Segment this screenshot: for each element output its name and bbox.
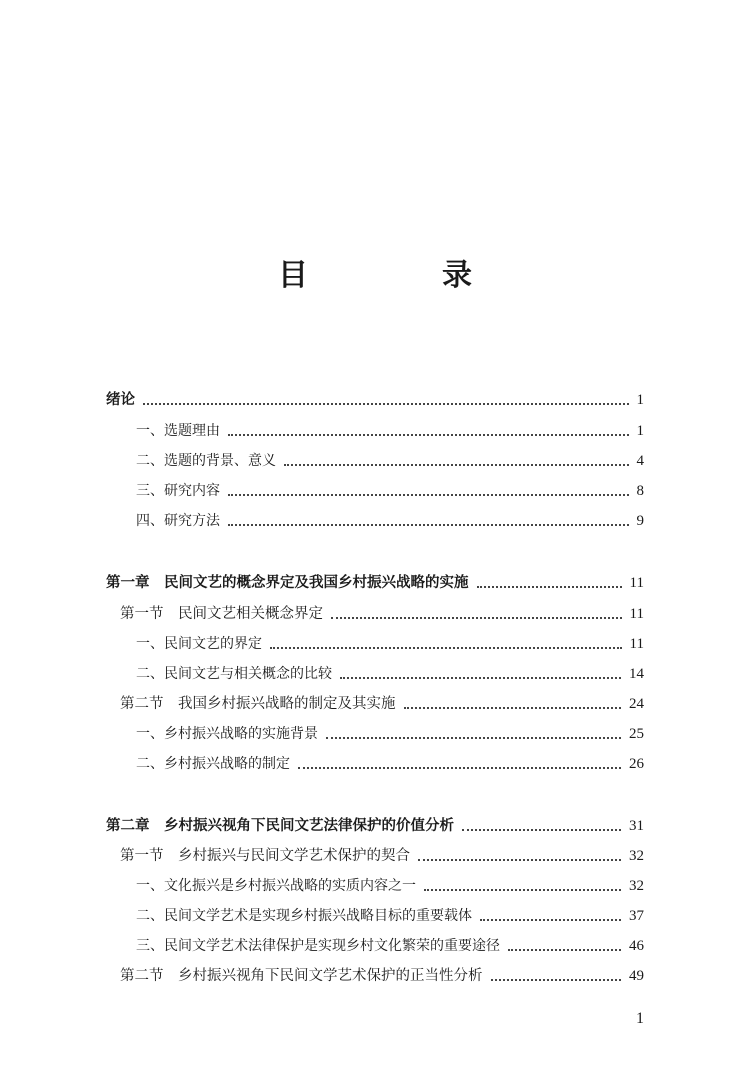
toc-entry-label: 绪论	[106, 392, 135, 408]
leader-dots	[284, 464, 629, 466]
toc-entry-page: 49	[629, 968, 644, 984]
leader-dots	[491, 979, 622, 981]
leader-dots	[480, 919, 621, 921]
toc-entry-page: 26	[629, 756, 644, 772]
toc-entry-page: 24	[629, 696, 644, 712]
toc-entry[interactable]	[136, 933, 644, 957]
toc-entry-label: 第一节 乡村振兴与民间文学艺术保护的契合	[120, 848, 410, 864]
leader-dots	[424, 889, 621, 891]
leader-dots	[270, 647, 622, 649]
page-title: 目 录	[278, 258, 524, 293]
toc-entry-page: 32	[629, 848, 644, 864]
toc-entry[interactable]	[136, 873, 644, 897]
leader-dots	[228, 494, 629, 496]
toc-entry-page: 4	[636, 453, 644, 469]
toc-entry-page: 11	[629, 575, 644, 591]
toc-entry-page: 14	[629, 666, 644, 682]
leader-dots	[228, 434, 629, 436]
toc-entry-label: 四、研究方法	[136, 513, 220, 529]
toc-entry[interactable]	[120, 843, 644, 867]
page-number: 1	[636, 1010, 644, 1027]
toc-entry-label: 第一节 民间文艺相关概念界定	[120, 606, 323, 622]
toc-entry-label: 三、研究内容	[136, 483, 220, 499]
leader-dots	[326, 737, 621, 739]
toc-entry-label: 第二节 乡村振兴视角下民间文学艺术保护的正当性分析	[120, 968, 483, 984]
toc-entry[interactable]	[136, 631, 644, 655]
toc-entry-label: 第二章 乡村振兴视角下民间文艺法律保护的价值分析	[106, 818, 454, 834]
leader-dots	[418, 859, 621, 861]
toc-entry-page: 25	[629, 726, 644, 742]
leader-dots	[143, 403, 629, 405]
toc-entry-label: 三、民间文学艺术法律保护是实现乡村文化繁荣的重要途径	[136, 938, 500, 954]
toc-entry-page: 1	[636, 392, 644, 408]
toc-entry[interactable]	[106, 570, 644, 594]
toc-entry-label: 一、文化振兴是乡村振兴战略的实质内容之一	[136, 878, 416, 894]
leader-dots	[331, 617, 622, 619]
toc-entry-page: 11	[629, 636, 644, 652]
toc-entry-page: 8	[636, 483, 644, 499]
toc-entry[interactable]	[106, 813, 644, 837]
toc-entry-page: 46	[629, 938, 644, 954]
toc-entry-page: 1	[636, 423, 644, 439]
toc-entry-label: 二、乡村振兴战略的制定	[136, 756, 290, 772]
toc-entry[interactable]	[136, 751, 644, 775]
leader-dots	[508, 949, 621, 951]
toc-entry[interactable]	[120, 963, 644, 987]
toc-entry-page: 9	[636, 513, 644, 529]
toc-entry[interactable]	[120, 601, 644, 625]
toc-entry[interactable]	[136, 478, 644, 502]
toc-entry[interactable]	[136, 721, 644, 745]
leader-dots	[462, 829, 621, 831]
toc-entry[interactable]	[136, 903, 644, 927]
toc-entry[interactable]	[106, 387, 644, 411]
leader-dots	[340, 677, 621, 679]
leader-dots	[477, 586, 622, 588]
toc-entry-page: 32	[629, 878, 644, 894]
toc-entry-label: 一、选题理由	[136, 423, 220, 439]
toc-entry-label: 二、民间文艺与相关概念的比较	[136, 666, 332, 682]
toc-entry-label: 第二节 我国乡村振兴战略的制定及其实施	[120, 696, 396, 712]
leader-dots	[404, 707, 622, 709]
toc-entry-page: 31	[629, 818, 644, 834]
toc-entry-page: 37	[629, 908, 644, 924]
toc-entry-label: 一、乡村振兴战略的实施背景	[136, 726, 318, 742]
toc-entry[interactable]	[136, 418, 644, 442]
toc-entry[interactable]	[136, 661, 644, 685]
toc-entry-page: 11	[629, 606, 644, 622]
toc-entry-label: 一、民间文艺的界定	[136, 636, 262, 652]
leader-dots	[298, 767, 621, 769]
leader-dots	[228, 524, 629, 526]
toc-entry-label: 二、民间文学艺术是实现乡村振兴战略目标的重要载体	[136, 908, 472, 924]
toc-entry[interactable]	[136, 508, 644, 532]
toc-entry-label: 二、选题的背景、意义	[136, 453, 276, 469]
toc-entry[interactable]	[136, 448, 644, 472]
toc-entry-label: 第一章 民间文艺的概念界定及我国乡村振兴战略的实施	[106, 575, 469, 591]
toc-entry[interactable]	[120, 691, 644, 715]
